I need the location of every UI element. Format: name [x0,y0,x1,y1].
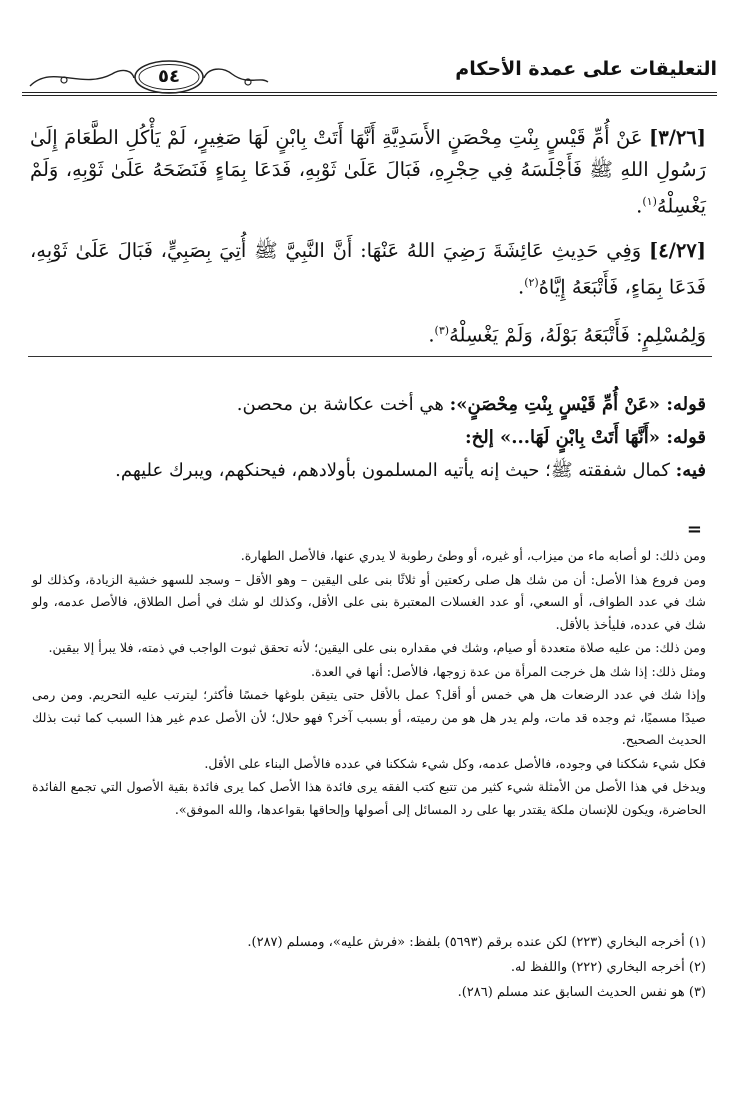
note-paragraph: ومن ذلك: لو أصابه ماء من ميزاب، أو غيره، أو وطئ رطوبة لا يدري عنها، فالأصل الطهارة. [240,548,706,563]
commentary-line [30,454,706,487]
commentary-text: هي أخت عكاشة بن محصن. [236,394,450,415]
section-divider [28,356,712,357]
commentary-text: كمال شفقته ﷺ؛ حيث إنه يأتيه المسلمون بأولادهم، فيحنكهم، ويبرك عليهم. [115,460,676,481]
note-paragraph: فكل شيء شككنا في وجوده، فالأصل عدمه، وكل شيء شككنا في عدده فالأصل البناء على الأقل. [204,755,706,771]
page-number: ٥٤ [158,66,180,87]
footnote-item: (٣) هو نفس الحديث السابق عند مسلم (٢٨٦). [457,985,706,1000]
hadith-paragraph: وَلِمُسْلِمٍ: فَأَتْبَعَهُ بَوْلَهُ، وَلَمْ يَغْسِلْهُ$^{(٣)}$. [428,323,706,347]
page-header [22,56,717,100]
note-paragraph: ومن فروع هذا الأصل: أن من شك هل صلى ركعتين أو ثلاثًا بنى على اليقين – وهو الأقل – وسجد للسهو خشية الزيادة، وكذلك لو شك في عدد الطواف، أو السعي، أو عدد الغسلات المعتبرة بنى على الأقل، وكذلك لو شك في أصل الطلاق، فالأصل عدمه، ولو شك في عدده، فليأخذ بالأقل. [32,571,706,632]
footnote-item: (٢) أخرجه البخاري (٢٢٢) واللفظ له. [510,960,706,975]
hadith-body: وَفِي حَدِيثِ عَائِشَةَ رَضِيَ اللهُ عَنْهَا: أَنَّ النَّبِيَّ ﷺ أُتِيَ بِصَبِيٍّ، فَبَالَ عَلَىٰ ثَوْبِهِ، فَدَعَا بِمَاءٍ، فَأَتْبَعَهُ إِيَّاهُ [30,238,706,298]
hadith-paragraph: [٤/٢٧] وَفِي حَدِيثِ عَائِشَةَ رَضِيَ اللهُ عَنْهَا: أَنَّ النَّبِيَّ ﷺ أُتِيَ بِصَبِيٍّ، فَبَالَ عَلَىٰ ثَوْبِهِ، فَدَعَا بِمَاءٍ، فَأَتْبَعَهُ إِيَّاهُ$^{(٢)}$. [30,238,706,298]
continuation-mark: = [686,519,702,540]
commentary-line [30,388,706,421]
commentary-line [30,421,706,454]
header-rule-thin [22,95,717,96]
note-paragraph: ويدخل في هذا الأصل من الأمثلة شيء كثير من تتبع كتب الفقه يرى فائدة هذا الأصل كما يرى فائدة بقية الأصول التي تجمع الفائدة الحاضرة، ويكون للإنسان ملكة يقتدر بها على رد المسائل إلى أصولها وإلحاقها بقواعدها، والله الموفق». [32,779,706,817]
hadith-number: [٣/٢٦] [648,126,706,149]
running-title: التعليقات على عمدة الأحكام [455,58,717,80]
hadith-text [30,122,706,364]
note-paragraph: ومن ذلك: من عليه صلاة متعددة أو صيام، وشك في مقداره بنى على اليقين؛ لأنه تحقق ثبوت الواجب في ذمته، فلا يبرأ إلا بيقين. [48,640,706,655]
hadith-body: وَلِمُسْلِمٍ: فَأَتْبَعَهُ بَوْلَهُ، وَلَمْ يَغْسِلْهُ [449,323,706,347]
hadith-number: [٤/٢٧] [648,238,706,262]
footnote-ref: (٢) [524,275,539,289]
footnote-item: (١) أخرجه البخاري (٢٢٣) لكن عنده برقم (٥٦٩٣) بلفظ: «فرش عليه»، ومسلم (٢٨٧). [247,935,706,950]
hadith-paragraph: [٣/٢٦] عَنْ أُمِّ قَيْسٍ بِنْتِ مِحْصَنٍ الأَسَدِيَّةِ أَنَّهَا أَتَتْ بِابْنٍ لَهَا صَغِيرٍ، لَمْ يَأْكُلِ الطَّعَامَ إِلَىٰ رَسُولِ اللهِ ﷺ فَأَجْلَسَهُ فِي حِجْرِهِ، فَبَالَ عَلَىٰ ثَوْبِهِ، فَدَعَا بِمَاءٍ فَنَضَحَهُ عَلَىٰ ثَوْبِهِ، وَلَمْ يَغْسِلْهُ$^{(١)}$. [30,126,706,218]
commentary-label: قوله: «أَنَّهَا أَتَتْ بِابْنٍ لَهَا...» إلخ: [464,427,706,448]
commentary [30,388,706,487]
hadith-body: عَنْ أُمِّ قَيْسٍ بِنْتِ مِحْصَنٍ الأَسَدِيَّةِ أَنَّهَا أَتَتْ بِابْنٍ لَهَا صَغِيرٍ، لَمْ يَأْكُلِ الطَّعَامَ إِلَىٰ رَسُولِ اللهِ ﷺ فَأَجْلَسَهُ فِي حِجْرِهِ، فَبَالَ عَلَىٰ ثَوْبِهِ، فَدَعَا بِمَاءٍ فَنَضَحَهُ عَلَىٰ ثَوْبِهِ، وَلَمْ يَغْسِلْهُ [30,126,706,218]
note-paragraph: ومثل ذلك: إذا شك هل خرجت المرأة من عدة زوجها، فالأصل: أنها في العدة. [310,663,706,679]
footnote-ref: (١) [642,195,657,208]
note-paragraph: وإذا شك في عدد الرضعات هل هي خمس أو أقل؟ عمل بالأقل حتى يتيقن بلوغها خمسًا فأكثر؛ ليترتب عليه التحريم. ومن رمى صيدًا مسميًا، ثم وجده قد مات، ولم يدر هل هو من رميته، أو بسبب آخر؟ فهو حلال؛ لأن الأصل عدم غير هذا السبب كما ثبت بذلك الحديث الصحيح. [32,687,706,747]
commentary-label: فيه: [675,460,706,481]
commentary-label: قوله: «عَنْ أُمِّ قَيْسٍ بِنْتِ مِحْصَنٍ»: [449,394,706,415]
footnotes [32,930,706,1005]
footnote-ref: (٣) [434,324,450,337]
continued-footnote [32,545,706,822]
header-rule [22,92,717,93]
